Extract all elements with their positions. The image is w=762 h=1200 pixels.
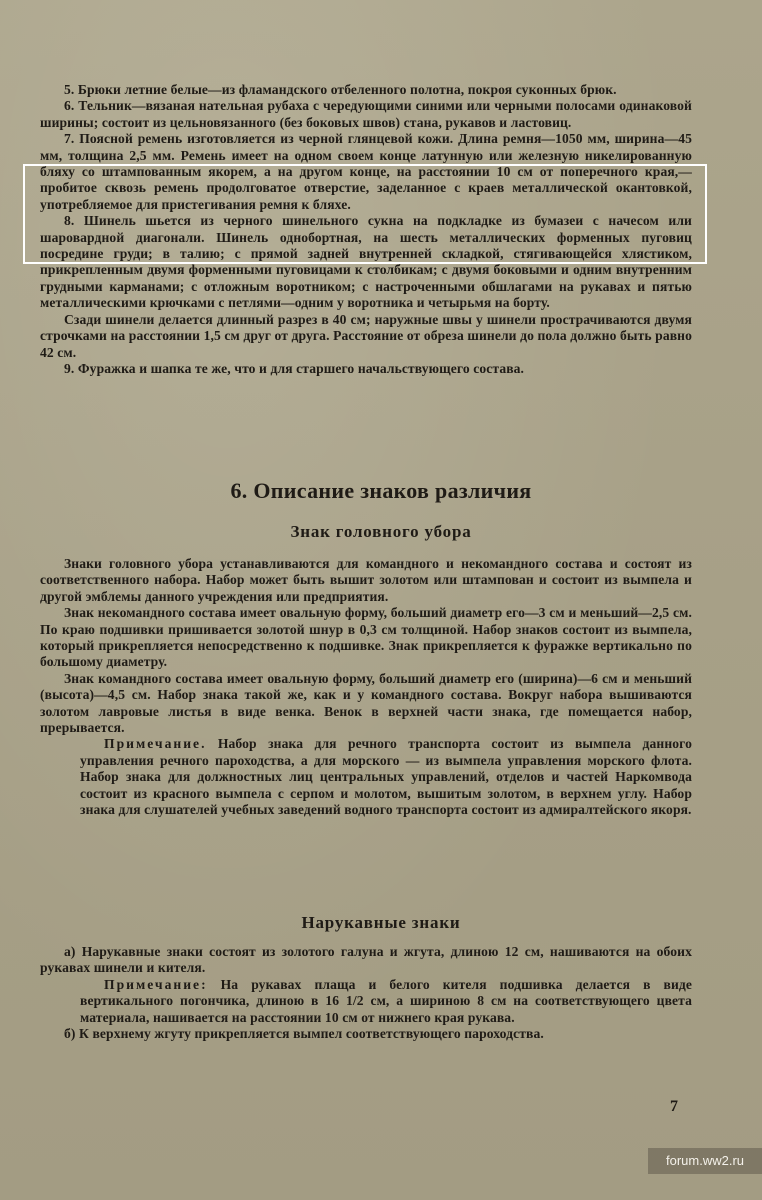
paragraph-belt: 7. Поясной ремень изготовляется из черной глянцевой кожи. Длина ремня—1050 мм, ширина—45 мм, толщина 2,5 мм. Ремень имеет на одном своем конце латунную или железную никелированную бляху со штампованным якорем, а на другом конце, на расстоянии 10 см от поперечного края,— пробитое сквозь ремень продолговатое отверстие, заделанное с краев металлической окантовкой, употребляемое для пристегивания ремня к бляхе. bbox=[40, 131, 692, 212]
note-text: Набор знака для речного транспорта состоит из вымпела данного управления речного пароходства, а для морского — из вымпела управления морского флота. Набор знака для должностных лиц центральных управлений, отделов и частей Наркомвода состоит из красного вымпела с серпом и молотом, вышитым золотом, в верхнем углу. Набор знака для слушателей учебных заведений водного транспорта состоит из адмиралтейского якоря. bbox=[80, 736, 692, 818]
note-sleeve bbox=[80, 977, 692, 1026]
paragraph-trousers: 5. Брюки летние белые—из фламандского отбеленного полотна, покроя суконных брюк. bbox=[64, 82, 617, 97]
section-heading: 6. Описание знаков различия bbox=[230, 478, 532, 503]
page-number: 7 bbox=[670, 1098, 678, 1115]
paragraph-cap: 9. Фуражка и шапка те же, что и для старшего начальствующего состава. bbox=[64, 360, 525, 376]
paragraph-badges-general: Знаки головного убора устанавливаются для командного и некомандного состава и состоят из соответственного набора. Набор может быть вышит золотом или штампован и состоит из вымпела и другой эмблемы данного учреждения или предприятия. bbox=[40, 556, 692, 604]
paragraph-undershirt: 6. Тельник—вязаная нательная рубаха с чередующими синими или черными полосами одинаковой ширины; состоит из цельновязанного (без боковых швов) стана, рукавов и ластовиц. bbox=[40, 98, 692, 130]
paragraph-badge-junior: Знак некомандного состава имеет овальную форму, больший диаметр его—3 см и меньший—2,5 см. По краю подшивки пришивается золотой шнур в 0,3 см толщиной. Набор знаков состоит из вымпела, который прикрепляется непосредственно к подшивке. Знак прикрепляется к фуражке вертикально по большому диаметру. bbox=[40, 605, 692, 670]
sleeve-insignia-section bbox=[40, 944, 692, 1042]
subheading-sleeve-insignia: Нарукавные знаки bbox=[301, 913, 461, 932]
paragraph-sleeve-b: б) К верхнему жгуту прикрепляется вымпел соответствующего пароходства. bbox=[64, 1026, 544, 1042]
note-text: На рукавах плаща и белого кителя подшивка делается в виде вертикального погончика, длиною в 16 1/2 см, а шириною 8 см на соответствующего цвета материала, нашивается на расстоянии 10 см от нижнего края рукава. bbox=[80, 976, 693, 1025]
note-label: Примечание: bbox=[104, 976, 208, 992]
paragraph-sleeve-a: а) Нарукавные знаки состоят из золотого галуна и жгута, длиною 12 см, нашиваются на обоих рукавах шинели и кителя. bbox=[40, 944, 692, 976]
uniform-items-section bbox=[40, 82, 692, 377]
note-cap-badge bbox=[80, 736, 692, 818]
subheading-cap-badge: Знак головного убора bbox=[290, 522, 472, 541]
note-label: Примечание. bbox=[104, 736, 207, 752]
paragraph-greatcoat: 8. Шинель шьется из черного шинельного сукна на подкладке из бумазеи с начесом или шаровардной диагонали. Шинель однобортная, на шесть металлических форменных пуговиц посредине груди; в талию; с прямой задней внутренней складкой, стягивающейся хлястиком, прикрепленным двумя форменными пуговицами к столбикам; с двумя боковыми и одним внутренним грудными карманами; с отложным воротником; с настроченными обшлагами на рукавах и пятью металлическими крючками с петлями—одним у воротника и четырьмя на борту. bbox=[40, 213, 692, 311]
paragraph-greatcoat-back: Сзади шинели делается длинный разрез в 40 см; наружные швы у шинели прострачиваются двумя строчками на расстоянии 1,5 см друг от друга. Расстояние от обреза шинели до пола должно быть равно 42 см. bbox=[40, 311, 692, 360]
cap-badge-section bbox=[40, 556, 692, 819]
forum-watermark: forum.ww2.ru bbox=[648, 1148, 762, 1174]
paragraph-badge-command: Знак командного состава имеет овальную форму, больший диаметр его (ширина)—6 см и меньший (высота)—4,5 см. Набор знака такой же, как и у командного состава. Вокруг набора вышиваются золотом лавровые листья в виде венка. Венок в верхней части знака, где помещается набор, прерывается. bbox=[40, 670, 692, 736]
